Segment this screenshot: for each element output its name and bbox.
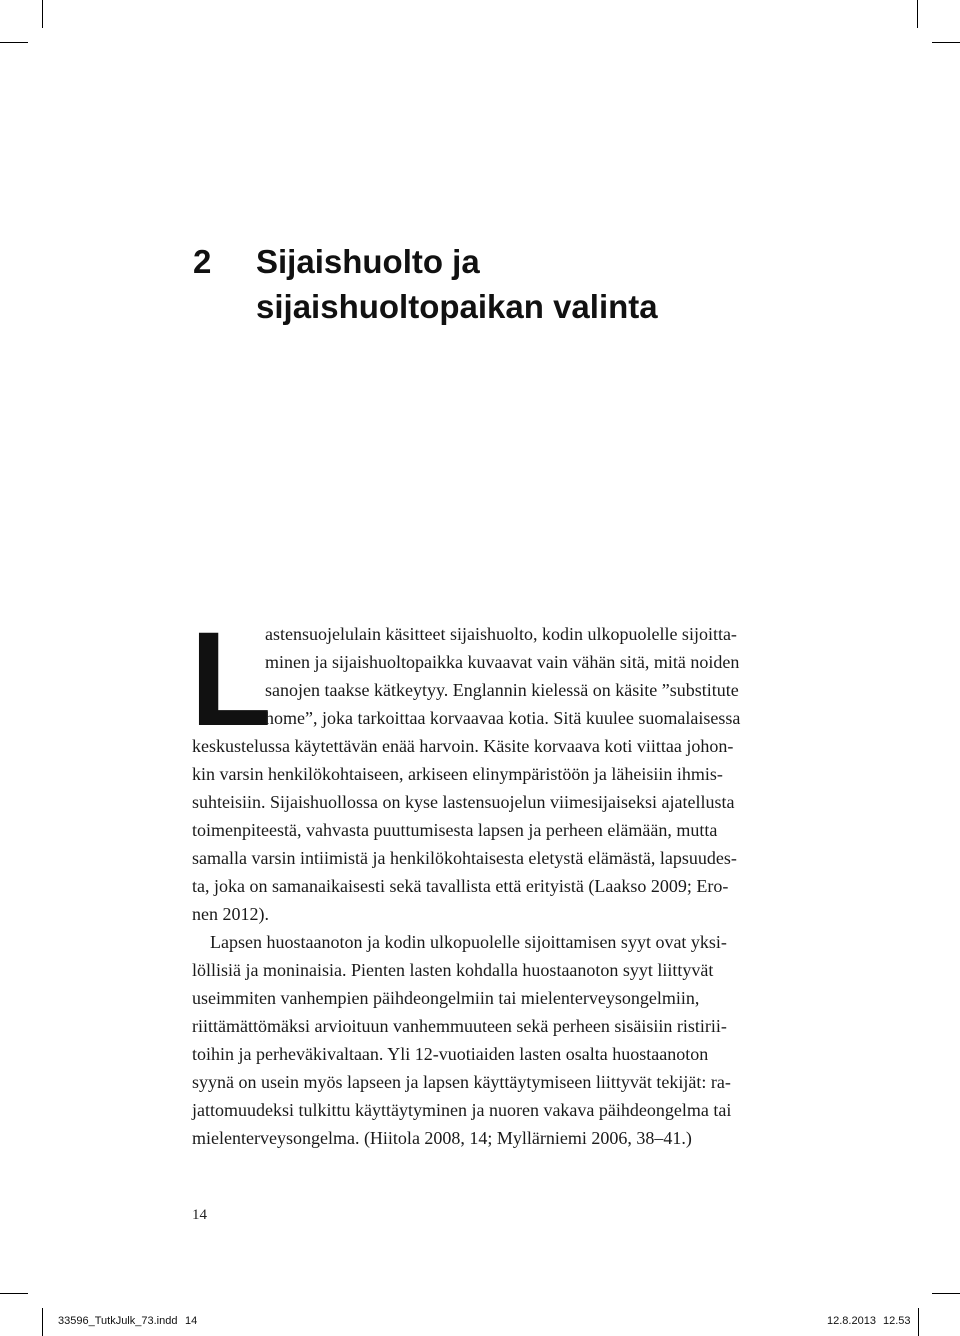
slug-time: 12.53 <box>883 1315 911 1327</box>
body-line: home”, joka tarkoittaa korvaavaa kotia. Sitä kuulee suomalaisessa <box>265 708 741 728</box>
body-line: suhteisiin. Sijaishuollossa on kyse lastensuojelun viimesijaiseksi ajatellusta <box>192 792 735 812</box>
body-line: kin varsin henkilökohtaiseen, arkiseen elinympäristöön ja läheisiin ihmis- <box>192 764 723 784</box>
body-line: keskustelussa käytettävän enää harvoin. Käsite korvaava koti viittaa johon- <box>192 736 734 756</box>
chapter-number: 2 <box>193 243 212 280</box>
page-number: 14 <box>192 1207 207 1223</box>
body-line: minen ja sijaishuoltopaikka kuvaavat vain vähän sitä, mitä noiden <box>265 652 740 672</box>
body-line: sanojen taakse kätkeytyy. Englannin kielessä on käsite ”substitute <box>265 680 739 700</box>
body-line: löllisiä ja moninaisia. Pienten lasten kohdalla huostaanoton syyt liittyvät <box>192 960 714 980</box>
body-line: toimenpiteestä, vahvasta puuttumisesta lapsen ja perheen elämään, mutta <box>192 820 718 840</box>
slug-page: 14 <box>185 1315 198 1327</box>
crop-mark-top-left-horizontal <box>0 42 28 43</box>
slug-date: 12.8.2013 <box>827 1315 876 1327</box>
slug-bar <box>42 1308 919 1336</box>
drop-cap: L <box>190 605 272 754</box>
body-line: toihin ja perheväkivaltaan. Yli 12-vuotiaiden lasten osalta huostaanoton <box>192 1044 709 1064</box>
body-line: useimmiten vanhempien päihdeongelmiin tai mielenterveysongelmiin, <box>192 988 700 1008</box>
crop-mark-top-left <box>42 0 43 28</box>
body-line: jattomuudeksi tulkittu käyttäytyminen ja nuoren vakava päihdeongelma tai <box>192 1100 732 1120</box>
crop-mark-bottom-left-horizontal <box>0 1293 28 1294</box>
crop-mark-top-right-horizontal <box>932 42 960 43</box>
body-line: mielenterveysongelma. (Hiitola 2008, 14; Myllärniemi 2006, 38–41.) <box>192 1128 692 1148</box>
chapter-title-line-2: sijaishuoltopaikan valinta <box>256 288 658 325</box>
body-line: nen 2012). <box>192 904 269 924</box>
body-line: ta, joka on samanaikaisesti sekä tavallista että erityistä (Laakso 2009; Ero- <box>192 876 729 896</box>
crop-mark-top-right <box>917 0 918 28</box>
body-line: syynä on usein myös lapseen ja lapsen käyttäytymiseen liittyvät tekijät: ra- <box>192 1072 731 1092</box>
body-line: samalla varsin intiimistä ja henkilökohtaisesta eletystä elämästä, lapsuudes- <box>192 848 737 868</box>
body-line: riittämättömäksi arvioituun vanhemmuuteen sekä perheen sisäisiin ristirii- <box>192 1016 727 1036</box>
body-line: Lapsen huostaanoton ja kodin ulkopuolelle sijoittamisen syyt ovat yksi- <box>210 932 727 952</box>
body-line: astensuojelulain käsitteet sijaishuolto, kodin ulkopuolelle sijoitta- <box>265 624 737 644</box>
chapter-title-line-1: Sijaishuolto ja <box>256 243 480 280</box>
slug-filename: 33596_TutkJulk_73.indd <box>58 1315 178 1327</box>
crop-mark-bottom-right-horizontal <box>932 1293 960 1294</box>
